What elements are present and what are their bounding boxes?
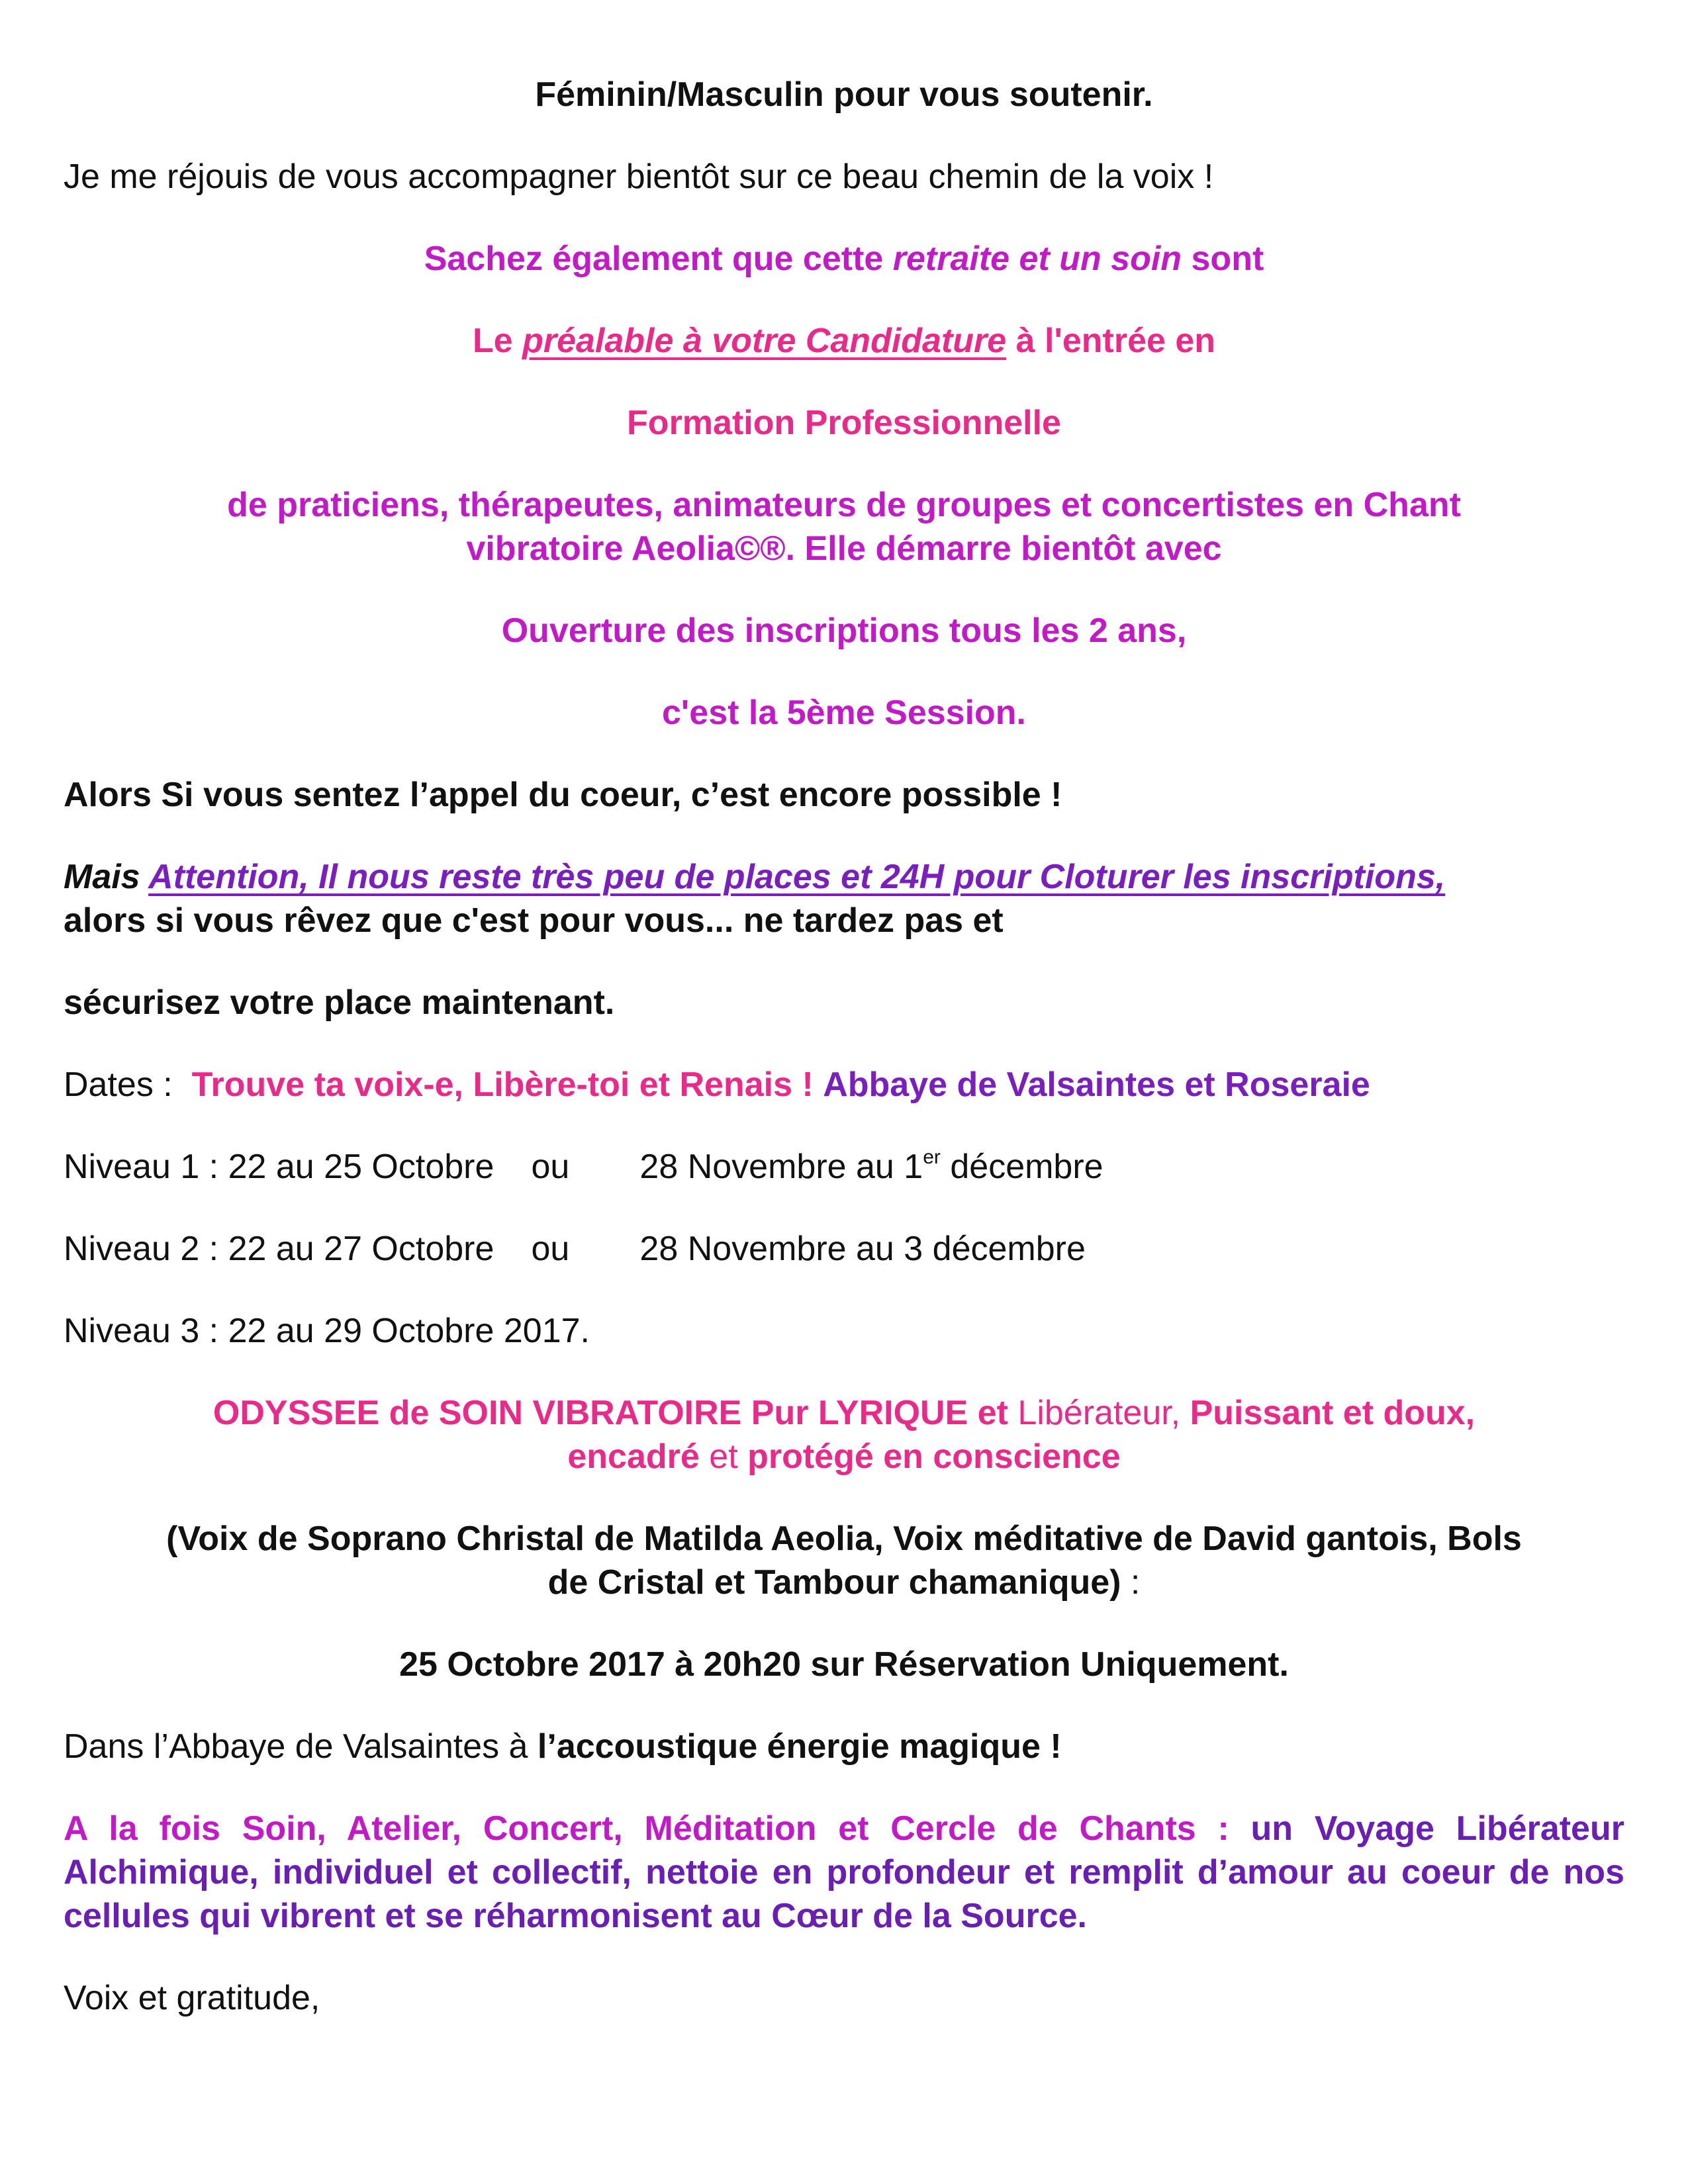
heading-line [64, 73, 1624, 116]
closing-text: Voix et gratitude, [64, 1979, 320, 2017]
prerequisite-link[interactable]: préalable à votre Candidature [522, 322, 1007, 360]
letter-body [64, 73, 1624, 2020]
training-description-line2: vibratoire Aeolia©®. Elle démarre bientôt avec [466, 529, 1222, 568]
prerequisite-line [64, 319, 1624, 363]
event-date [64, 1643, 1624, 1686]
dates-venue: Abbaye de Valsaintes et Roseraie [823, 1066, 1370, 1104]
attention-paragraph [64, 855, 1624, 942]
attention-link[interactable]: Attention, Il nous reste très peu de places et 24H pour Cloturer les inscriptions, [148, 858, 1446, 896]
event-date-text: 25 Octobre 2017 à 20h20 sur Réservation Uniquement. [399, 1645, 1289, 1684]
voices-colon: : [1121, 1563, 1141, 1602]
training-title-text: Formation Professionnelle [627, 404, 1061, 442]
odyssey-liberateur: Libérateur, [1008, 1394, 1181, 1432]
dates-line [64, 1063, 1624, 1107]
voices-line1: (Voix de Soprano Christal de Matilda Aeolia, Voix méditative de David gantois, Bols [166, 1520, 1522, 1558]
level-1-alt-dates-end: décembre [940, 1148, 1103, 1186]
training-description-line1: de praticiens, thérapeutes, animateurs de groupes et concertistes en Chant [227, 486, 1461, 524]
abbey-line-start: Dans l’Abbaye de Valsaintes à [64, 1727, 538, 1766]
secure-place-text: sécurisez votre place maintenant. [64, 983, 615, 1022]
prerequisite-end: à l'entrée en [1006, 322, 1216, 360]
level-2-alt-dates: 28 Novembre au 3 décembre [639, 1230, 1086, 1268]
journey-paragraph [64, 1807, 1624, 1938]
level-2-dates: Niveau 2 : 22 au 27 Octobre [64, 1230, 494, 1268]
odyssey-encadre: encadré [567, 1437, 700, 1476]
level-3-dates: Niveau 3 : 22 au 29 Octobre 2017. [64, 1312, 590, 1350]
level-2-or: ou [531, 1230, 570, 1268]
training-title [64, 401, 1624, 445]
attention-mais: Mais [64, 858, 149, 896]
voices-description [64, 1517, 1624, 1604]
session-number [64, 691, 1624, 735]
journey-intro: A la fois Soin, Atelier, Concert, Méditation et Cercle de Chants : [64, 1809, 1229, 1848]
retreat-note [64, 237, 1624, 281]
level-1-line [64, 1145, 1624, 1189]
level-3-line [64, 1309, 1624, 1353]
registration-frequency [64, 609, 1624, 653]
dates-program: Trouve ta voix-e, Libère-toi et Renais ! [191, 1066, 814, 1104]
abbey-line-bold: l’accoustique énergie magique ! [537, 1727, 1062, 1766]
dates-label: Dates : [64, 1066, 173, 1104]
prerequisite-start: Le [472, 322, 523, 360]
retreat-note-end: sont [1182, 240, 1264, 278]
level-1-or: ou [531, 1148, 570, 1186]
retreat-note-italic: retraite et un soin [892, 240, 1182, 278]
odyssey-protege: protégé en conscience [747, 1437, 1121, 1476]
level-1-alt-dates: 28 Novembre au 1 [639, 1148, 923, 1186]
retreat-note-start: Sachez également que cette [424, 240, 893, 278]
level-1-dates: Niveau 1 : 22 au 25 Octobre [64, 1148, 494, 1186]
odyssey-title [64, 1391, 1624, 1479]
registration-frequency-text: Ouverture des inscriptions tous les 2 ans, [501, 612, 1187, 650]
level-1-superscript: er [923, 1146, 941, 1168]
intro-paragraph [64, 155, 1624, 199]
level-2-line [64, 1227, 1624, 1271]
heading-text: Féminin/Masculin pour vous soutenir. [535, 75, 1153, 114]
closing-line [64, 1976, 1624, 2020]
session-number-text: c'est la 5ème Session. [661, 694, 1026, 732]
intro-text: Je me réjouis de vous accompagner bientôt sur ce beau chemin de la voix ! [64, 158, 1214, 196]
abbey-line [64, 1725, 1624, 1768]
call-to-heart [64, 773, 1624, 817]
call-to-heart-text: Alors Si vous sentez l’appel du coeur, c’est encore possible ! [64, 776, 1062, 814]
odyssey-et: et [699, 1437, 748, 1476]
odyssey-puissant: Puissant et doux, [1180, 1394, 1476, 1432]
odyssey-title-main: ODYSSEE de SOIN VIBRATOIRE Pur LYRIQUE et [212, 1394, 1008, 1432]
voices-line2: de Cristal et Tambour chamanique) [547, 1563, 1121, 1602]
attention-continuation: alors si vous rêvez que c'est pour vous... ne tardez pas et [64, 901, 1004, 940]
journey-description: un Voyage Libérateur Alchimique, individuel et collectif, nettoie en profondeur et remplit d’amour au coeur de nos cellules qui vibrent et se réharmonisent au Cœur de la Source. [64, 1809, 1624, 1935]
training-description [64, 483, 1624, 570]
secure-place [64, 981, 1624, 1024]
